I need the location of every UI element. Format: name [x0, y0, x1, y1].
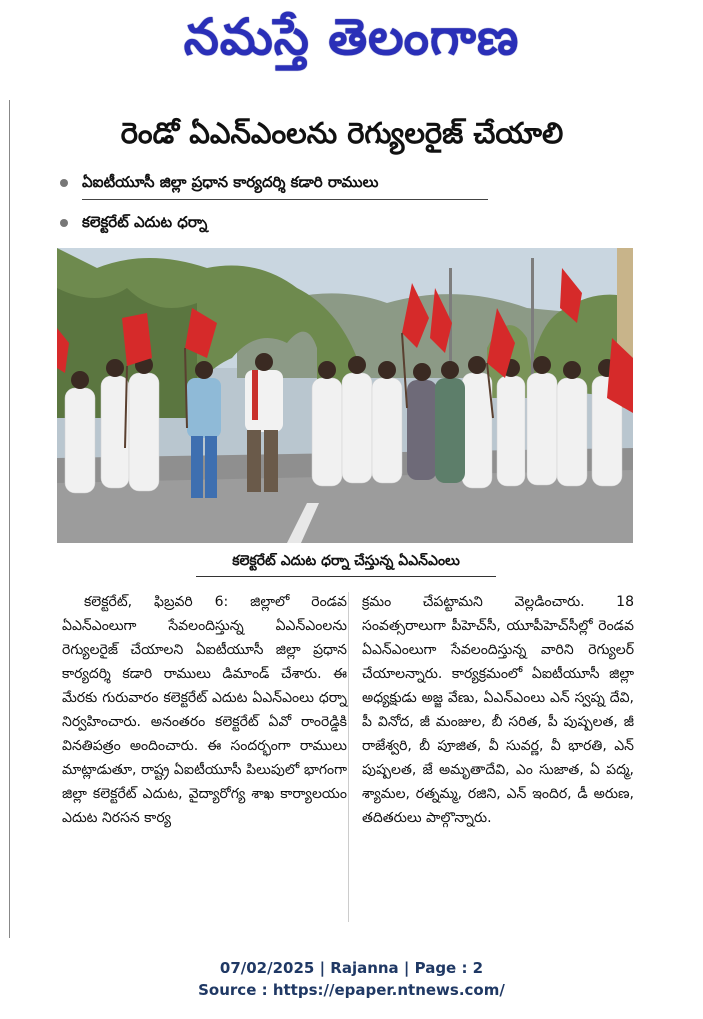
article-body-left: కలెక్టరేట్, ఫిబ్రవరి 6: జిల్లాలో రెండవ ఏఎన్‌ఎంలుగా సేవలందిస్తున్న ఏఎన్‌ఎంలను రెగ్యులరైజ్ చేయాలని ఏఐటీయూసీ జిల్లా ప్రధాన కార్యదర్శి కడారి రాములు డిమాండ్ చేశారు. ఈ మేరకు గురువారం కలెక్టరేట్ ఎదుట ఏఎన్‌ఎంలు ధర్నా నిర్వహించారు. అనంతరం కలెక్టరేట్ ఏవో రాంరెడ్డికి వినతిపత్రం అందించారు. ఈ సందర్భంగా రాములు మాట్లాడుతూ, రాష్ట్ర ఏఐటీయూసీ పిలుపులో భాగంగా జిల్లా కలెక్టరేట్ ఎదుట, వైద్యారోగ్య శాఖ కార్యాలయం ఎదుట నిరసన కార్య	[62, 594, 347, 826]
subhead-divider	[82, 199, 488, 200]
subhead-1-text: ఏఐటీయూసీ జిల్లా ప్రధాన కార్యదర్శి కడారి రాములు	[82, 173, 379, 191]
article-headline: రెండో ఏఎన్‌ఎంలను రెగ్యులరైజ్ చేయాలి	[120, 116, 564, 150]
column-rule	[9, 100, 10, 938]
protest-photo-illustration	[57, 248, 633, 543]
bullet-icon	[60, 219, 68, 227]
subhead-2	[60, 210, 207, 234]
newspaper-masthead	[0, 0, 703, 78]
caption-underline	[196, 576, 496, 577]
masthead-title: నమస్తే తెలంగాణ	[183, 7, 520, 66]
subhead-1	[60, 170, 378, 194]
footer-meta: 07/02/2025 | Rajanna | Page : 2	[219, 959, 484, 977]
article-body-right: క్రమం చేపట్టామని వెల్లడించారు. 18 సంవత్సరాలుగా పీహెచ్‌సీ, యూపీహెచ్‌సీల్లో రెండవ ఏఎన్‌ఎంలుగా సేవలందిస్తున్న వారిని రెగ్యులర్ చేయాలన్నారు. కార్యక్రమంలో ఏఐటీయూసీ జిల్లా అధ్యక్షుడు అజ్జ వేణు, ఏఎన్‌ఎంలు ఎన్ స్వప్న దేవి, పీ వినోద, జీ మంజుల, బీ సరిత, పీ పుష్పలత, జీ రాజేశ్వరి, బీ పూజిత, వీ సువర్ణ, వీ భారతి, ఎన్ పుష్పలత, జే అమృతాదేవి, ఎం సుజాత, ఏ పద్మ, శ్యామల, రత్నమ్మ, రజిని, ఎన్ ఇందిర, డీ అరుణ, తదితరులు పాల్గొన్నారు.	[362, 594, 634, 826]
subhead-2-text: కలెక్టరేట్ ఎదుట ధర్నా	[82, 213, 208, 231]
news-photo	[57, 248, 633, 543]
column-divider	[348, 592, 349, 922]
photo-caption: కలెక్టరేట్ ఎదుట ధర్నా చేస్తున్న ఏఎన్‌ఎంలు	[232, 553, 460, 569]
footer-source[interactable]: Source : https://epaper.ntnews.com/	[198, 981, 505, 999]
bullet-icon	[60, 179, 68, 187]
